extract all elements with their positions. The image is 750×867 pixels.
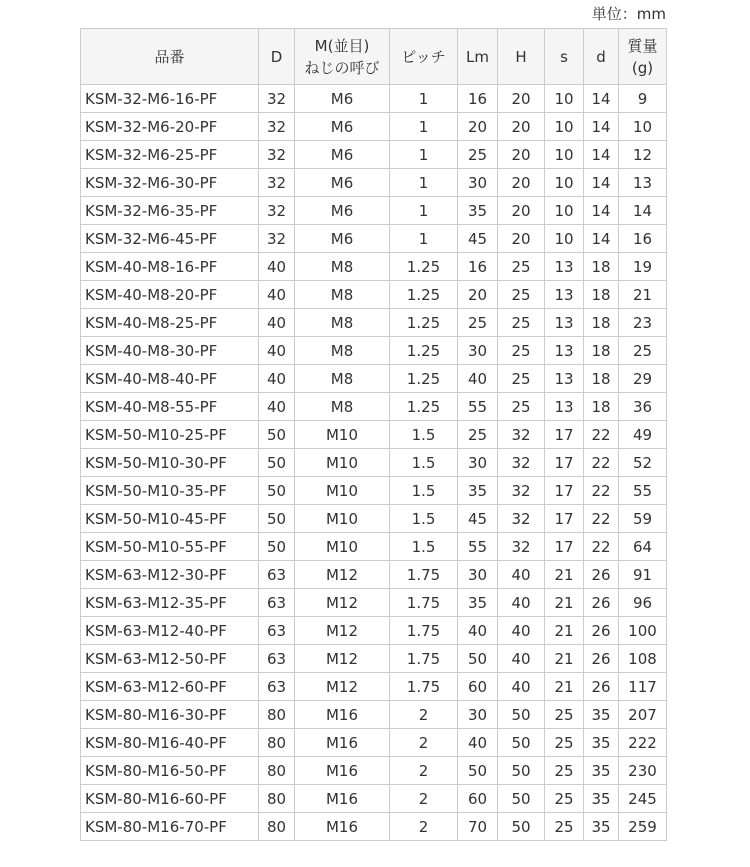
cell-d-outer: 40 xyxy=(259,337,295,365)
cell-s: 13 xyxy=(545,309,584,337)
cell-part-number: KSM-80-M16-40-PF xyxy=(81,729,259,757)
table-row xyxy=(81,757,667,785)
cell-thread-size: M12 xyxy=(295,617,390,645)
cell-d-inner: 18 xyxy=(584,253,619,281)
cell-h: 50 xyxy=(498,701,545,729)
cell-part-number: KSM-40-M8-20-PF xyxy=(81,281,259,309)
cell-lm: 25 xyxy=(458,141,498,169)
cell-weight: 230 xyxy=(619,757,667,785)
cell-d-inner: 14 xyxy=(584,197,619,225)
cell-pitch: 2 xyxy=(390,729,458,757)
cell-s: 21 xyxy=(545,561,584,589)
header-weight-line2: (g) xyxy=(631,58,654,77)
cell-pitch: 1.75 xyxy=(390,673,458,701)
cell-d-outer: 40 xyxy=(259,253,295,281)
cell-part-number: KSM-40-M8-40-PF xyxy=(81,365,259,393)
table-row xyxy=(81,561,667,589)
cell-d-inner: 18 xyxy=(584,309,619,337)
cell-s: 13 xyxy=(545,281,584,309)
table-row xyxy=(81,449,667,477)
cell-d-inner: 18 xyxy=(584,365,619,393)
cell-d-outer: 63 xyxy=(259,673,295,701)
cell-d-outer: 63 xyxy=(259,561,295,589)
cell-d-outer: 32 xyxy=(259,197,295,225)
table-row xyxy=(81,169,667,197)
cell-h: 40 xyxy=(498,645,545,673)
header-weight xyxy=(619,29,667,85)
cell-part-number: KSM-50-M10-25-PF xyxy=(81,421,259,449)
cell-lm: 40 xyxy=(458,617,498,645)
cell-part-number: KSM-80-M16-30-PF xyxy=(81,701,259,729)
cell-thread-size: M6 xyxy=(295,225,390,253)
cell-d-outer: 80 xyxy=(259,701,295,729)
cell-d-inner: 14 xyxy=(584,113,619,141)
cell-d-outer: 40 xyxy=(259,365,295,393)
cell-weight: 16 xyxy=(619,225,667,253)
table-row xyxy=(81,645,667,673)
cell-weight: 91 xyxy=(619,561,667,589)
table-row xyxy=(81,197,667,225)
cell-pitch: 1.25 xyxy=(390,393,458,421)
cell-lm: 60 xyxy=(458,785,498,813)
cell-thread-size: M6 xyxy=(295,141,390,169)
cell-d-outer: 40 xyxy=(259,309,295,337)
table-row xyxy=(81,729,667,757)
cell-d-inner: 18 xyxy=(584,337,619,365)
cell-d-inner: 14 xyxy=(584,169,619,197)
cell-d-outer: 63 xyxy=(259,617,295,645)
cell-d-inner: 35 xyxy=(584,757,619,785)
cell-thread-size: M8 xyxy=(295,309,390,337)
cell-lm: 30 xyxy=(458,561,498,589)
header-d-inner: d xyxy=(584,29,619,85)
cell-d-outer: 32 xyxy=(259,169,295,197)
cell-part-number: KSM-32-M6-20-PF xyxy=(81,113,259,141)
cell-weight: 9 xyxy=(619,85,667,113)
cell-thread-size: M16 xyxy=(295,701,390,729)
cell-s: 17 xyxy=(545,477,584,505)
cell-pitch: 1 xyxy=(390,197,458,225)
cell-s: 10 xyxy=(545,113,584,141)
cell-weight: 49 xyxy=(619,421,667,449)
cell-part-number: KSM-63-M12-60-PF xyxy=(81,673,259,701)
cell-d-outer: 40 xyxy=(259,281,295,309)
cell-weight: 108 xyxy=(619,645,667,673)
cell-s: 17 xyxy=(545,533,584,561)
cell-s: 21 xyxy=(545,589,584,617)
cell-lm: 55 xyxy=(458,393,498,421)
cell-weight: 12 xyxy=(619,141,667,169)
cell-thread-size: M16 xyxy=(295,757,390,785)
table-row xyxy=(81,701,667,729)
cell-s: 21 xyxy=(545,673,584,701)
cell-lm: 35 xyxy=(458,197,498,225)
header-h: H xyxy=(498,29,545,85)
header-part-number: 品番 xyxy=(81,29,259,85)
cell-pitch: 1 xyxy=(390,113,458,141)
cell-pitch: 1.75 xyxy=(390,645,458,673)
cell-pitch: 1.75 xyxy=(390,561,458,589)
cell-thread-size: M8 xyxy=(295,393,390,421)
cell-lm: 45 xyxy=(458,505,498,533)
table-row xyxy=(81,533,667,561)
cell-weight: 36 xyxy=(619,393,667,421)
cell-h: 50 xyxy=(498,757,545,785)
table-row xyxy=(81,309,667,337)
cell-h: 40 xyxy=(498,617,545,645)
cell-pitch: 2 xyxy=(390,785,458,813)
cell-h: 40 xyxy=(498,561,545,589)
table-row xyxy=(81,477,667,505)
cell-d-outer: 32 xyxy=(259,225,295,253)
cell-h: 50 xyxy=(498,813,545,841)
cell-lm: 40 xyxy=(458,729,498,757)
cell-pitch: 1.5 xyxy=(390,421,458,449)
table-row xyxy=(81,281,667,309)
cell-h: 20 xyxy=(498,197,545,225)
cell-thread-size: M10 xyxy=(295,449,390,477)
cell-d-inner: 22 xyxy=(584,505,619,533)
cell-part-number: KSM-50-M10-45-PF xyxy=(81,505,259,533)
table-row xyxy=(81,85,667,113)
cell-pitch: 1.25 xyxy=(390,337,458,365)
cell-d-inner: 26 xyxy=(584,645,619,673)
cell-h: 25 xyxy=(498,281,545,309)
cell-lm: 30 xyxy=(458,449,498,477)
cell-weight: 29 xyxy=(619,365,667,393)
cell-thread-size: M6 xyxy=(295,85,390,113)
cell-h: 20 xyxy=(498,85,545,113)
cell-d-outer: 32 xyxy=(259,113,295,141)
cell-s: 17 xyxy=(545,421,584,449)
cell-lm: 70 xyxy=(458,813,498,841)
cell-weight: 100 xyxy=(619,617,667,645)
table-row xyxy=(81,225,667,253)
cell-part-number: KSM-32-M6-35-PF xyxy=(81,197,259,225)
cell-d-outer: 50 xyxy=(259,421,295,449)
cell-d-inner: 35 xyxy=(584,701,619,729)
cell-d-inner: 26 xyxy=(584,617,619,645)
table-row xyxy=(81,113,667,141)
cell-pitch: 1.25 xyxy=(390,253,458,281)
cell-h: 20 xyxy=(498,225,545,253)
table-row xyxy=(81,589,667,617)
cell-lm: 50 xyxy=(458,645,498,673)
cell-weight: 19 xyxy=(619,253,667,281)
spec-table xyxy=(80,28,667,841)
cell-weight: 14 xyxy=(619,197,667,225)
cell-lm: 20 xyxy=(458,281,498,309)
cell-thread-size: M10 xyxy=(295,505,390,533)
cell-weight: 10 xyxy=(619,113,667,141)
cell-lm: 20 xyxy=(458,113,498,141)
cell-d-inner: 22 xyxy=(584,449,619,477)
cell-thread-size: M12 xyxy=(295,561,390,589)
cell-s: 25 xyxy=(545,785,584,813)
cell-h: 20 xyxy=(498,141,545,169)
header-s: s xyxy=(545,29,584,85)
cell-s: 25 xyxy=(545,813,584,841)
cell-thread-size: M8 xyxy=(295,253,390,281)
cell-h: 25 xyxy=(498,309,545,337)
cell-pitch: 1 xyxy=(390,85,458,113)
cell-d-outer: 63 xyxy=(259,645,295,673)
cell-h: 50 xyxy=(498,785,545,813)
cell-lm: 30 xyxy=(458,169,498,197)
cell-part-number: KSM-80-M16-60-PF xyxy=(81,785,259,813)
cell-pitch: 1.25 xyxy=(390,365,458,393)
cell-lm: 16 xyxy=(458,85,498,113)
cell-thread-size: M8 xyxy=(295,337,390,365)
cell-h: 32 xyxy=(498,449,545,477)
cell-part-number: KSM-32-M6-25-PF xyxy=(81,141,259,169)
cell-weight: 64 xyxy=(619,533,667,561)
header-row xyxy=(81,29,667,85)
cell-pitch: 2 xyxy=(390,757,458,785)
cell-weight: 207 xyxy=(619,701,667,729)
cell-part-number: KSM-40-M8-25-PF xyxy=(81,309,259,337)
cell-thread-size: M12 xyxy=(295,645,390,673)
cell-thread-size: M16 xyxy=(295,785,390,813)
cell-s: 25 xyxy=(545,757,584,785)
cell-pitch: 2 xyxy=(390,813,458,841)
cell-thread-size: M6 xyxy=(295,169,390,197)
cell-h: 32 xyxy=(498,505,545,533)
cell-thread-size: M8 xyxy=(295,365,390,393)
cell-pitch: 1.5 xyxy=(390,533,458,561)
cell-thread-size: M16 xyxy=(295,813,390,841)
table-row xyxy=(81,365,667,393)
header-pitch: ピッチ xyxy=(390,29,458,85)
cell-d-inner: 22 xyxy=(584,477,619,505)
cell-s: 21 xyxy=(545,617,584,645)
table-row xyxy=(81,393,667,421)
cell-part-number: KSM-40-M8-55-PF xyxy=(81,393,259,421)
table-row xyxy=(81,253,667,281)
cell-d-outer: 80 xyxy=(259,813,295,841)
cell-part-number: KSM-40-M8-16-PF xyxy=(81,253,259,281)
cell-lm: 60 xyxy=(458,673,498,701)
cell-s: 13 xyxy=(545,253,584,281)
cell-part-number: KSM-32-M6-16-PF xyxy=(81,85,259,113)
cell-part-number: KSM-63-M12-50-PF xyxy=(81,645,259,673)
unit-label: 単位：mm xyxy=(591,5,666,23)
cell-s: 21 xyxy=(545,645,584,673)
header-thread-line2: ねじの呼び xyxy=(304,58,380,77)
cell-thread-size: M6 xyxy=(295,113,390,141)
cell-part-number: KSM-80-M16-70-PF xyxy=(81,813,259,841)
cell-lm: 16 xyxy=(458,253,498,281)
cell-s: 10 xyxy=(545,169,584,197)
cell-d-outer: 50 xyxy=(259,449,295,477)
cell-part-number: KSM-50-M10-35-PF xyxy=(81,477,259,505)
cell-weight: 13 xyxy=(619,169,667,197)
cell-h: 32 xyxy=(498,477,545,505)
cell-thread-size: M10 xyxy=(295,533,390,561)
header-d-outer: D xyxy=(259,29,295,85)
cell-s: 25 xyxy=(545,729,584,757)
cell-d-inner: 14 xyxy=(584,85,619,113)
cell-pitch: 1.5 xyxy=(390,449,458,477)
cell-d-inner: 35 xyxy=(584,729,619,757)
cell-lm: 55 xyxy=(458,533,498,561)
cell-h: 32 xyxy=(498,421,545,449)
cell-s: 13 xyxy=(545,337,584,365)
cell-pitch: 1.5 xyxy=(390,505,458,533)
cell-weight: 96 xyxy=(619,589,667,617)
cell-part-number: KSM-63-M12-30-PF xyxy=(81,561,259,589)
cell-s: 10 xyxy=(545,225,584,253)
table-row xyxy=(81,673,667,701)
cell-d-inner: 22 xyxy=(584,421,619,449)
cell-h: 40 xyxy=(498,589,545,617)
cell-weight: 245 xyxy=(619,785,667,813)
cell-d-inner: 35 xyxy=(584,785,619,813)
cell-weight: 55 xyxy=(619,477,667,505)
cell-pitch: 1.75 xyxy=(390,617,458,645)
cell-pitch: 1.25 xyxy=(390,309,458,337)
cell-d-inner: 26 xyxy=(584,589,619,617)
header-weight-line1: 質量 xyxy=(627,36,658,55)
table-row xyxy=(81,141,667,169)
cell-weight: 222 xyxy=(619,729,667,757)
cell-weight: 117 xyxy=(619,673,667,701)
cell-thread-size: M8 xyxy=(295,281,390,309)
cell-s: 17 xyxy=(545,505,584,533)
cell-part-number: KSM-50-M10-55-PF xyxy=(81,533,259,561)
cell-thread-size: M16 xyxy=(295,729,390,757)
cell-h: 25 xyxy=(498,393,545,421)
cell-part-number: KSM-63-M12-40-PF xyxy=(81,617,259,645)
cell-d-outer: 80 xyxy=(259,757,295,785)
table-row xyxy=(81,813,667,841)
cell-d-outer: 80 xyxy=(259,785,295,813)
cell-lm: 30 xyxy=(458,337,498,365)
cell-thread-size: M10 xyxy=(295,477,390,505)
cell-s: 10 xyxy=(545,85,584,113)
cell-part-number: KSM-32-M6-45-PF xyxy=(81,225,259,253)
cell-weight: 21 xyxy=(619,281,667,309)
header-thread-line1: M(並目) xyxy=(314,36,370,55)
cell-d-outer: 80 xyxy=(259,729,295,757)
cell-s: 13 xyxy=(545,393,584,421)
header-lm: Lm xyxy=(458,29,498,85)
cell-h: 32 xyxy=(498,533,545,561)
cell-h: 20 xyxy=(498,169,545,197)
cell-d-inner: 18 xyxy=(584,393,619,421)
cell-lm: 35 xyxy=(458,589,498,617)
cell-thread-size: M12 xyxy=(295,673,390,701)
cell-thread-size: M12 xyxy=(295,589,390,617)
cell-d-inner: 14 xyxy=(584,141,619,169)
cell-d-inner: 35 xyxy=(584,813,619,841)
cell-d-outer: 50 xyxy=(259,505,295,533)
cell-part-number: KSM-32-M6-30-PF xyxy=(81,169,259,197)
cell-d-inner: 22 xyxy=(584,533,619,561)
header-thread xyxy=(295,29,390,85)
cell-weight: 52 xyxy=(619,449,667,477)
cell-lm: 35 xyxy=(458,477,498,505)
cell-h: 50 xyxy=(498,729,545,757)
cell-pitch: 1.25 xyxy=(390,281,458,309)
cell-pitch: 1 xyxy=(390,225,458,253)
cell-part-number: KSM-63-M12-35-PF xyxy=(81,589,259,617)
table-row xyxy=(81,617,667,645)
cell-s: 13 xyxy=(545,365,584,393)
cell-part-number: KSM-80-M16-50-PF xyxy=(81,757,259,785)
cell-thread-size: M10 xyxy=(295,421,390,449)
table-row xyxy=(81,337,667,365)
cell-lm: 50 xyxy=(458,757,498,785)
cell-pitch: 1 xyxy=(390,141,458,169)
cell-s: 10 xyxy=(545,141,584,169)
cell-weight: 25 xyxy=(619,337,667,365)
cell-part-number: KSM-40-M8-30-PF xyxy=(81,337,259,365)
cell-lm: 30 xyxy=(458,701,498,729)
cell-lm: 25 xyxy=(458,421,498,449)
cell-h: 40 xyxy=(498,673,545,701)
cell-s: 25 xyxy=(545,701,584,729)
cell-h: 25 xyxy=(498,253,545,281)
cell-h: 25 xyxy=(498,365,545,393)
cell-lm: 45 xyxy=(458,225,498,253)
table-body xyxy=(81,85,667,841)
cell-d-inner: 26 xyxy=(584,673,619,701)
cell-s: 17 xyxy=(545,449,584,477)
cell-lm: 25 xyxy=(458,309,498,337)
cell-weight: 23 xyxy=(619,309,667,337)
cell-d-outer: 32 xyxy=(259,141,295,169)
cell-d-inner: 26 xyxy=(584,561,619,589)
cell-s: 10 xyxy=(545,197,584,225)
cell-h: 20 xyxy=(498,113,545,141)
cell-d-outer: 63 xyxy=(259,589,295,617)
cell-d-outer: 40 xyxy=(259,393,295,421)
table-row xyxy=(81,421,667,449)
cell-d-inner: 14 xyxy=(584,225,619,253)
cell-d-outer: 50 xyxy=(259,477,295,505)
cell-d-outer: 50 xyxy=(259,533,295,561)
cell-d-inner: 18 xyxy=(584,281,619,309)
cell-thread-size: M6 xyxy=(295,197,390,225)
cell-part-number: KSM-50-M10-30-PF xyxy=(81,449,259,477)
table-row xyxy=(81,785,667,813)
table-row xyxy=(81,505,667,533)
cell-d-outer: 32 xyxy=(259,85,295,113)
cell-weight: 259 xyxy=(619,813,667,841)
cell-lm: 40 xyxy=(458,365,498,393)
cell-pitch: 2 xyxy=(390,701,458,729)
cell-pitch: 1 xyxy=(390,169,458,197)
cell-pitch: 1.75 xyxy=(390,589,458,617)
cell-pitch: 1.5 xyxy=(390,477,458,505)
cell-h: 25 xyxy=(498,337,545,365)
cell-weight: 59 xyxy=(619,505,667,533)
